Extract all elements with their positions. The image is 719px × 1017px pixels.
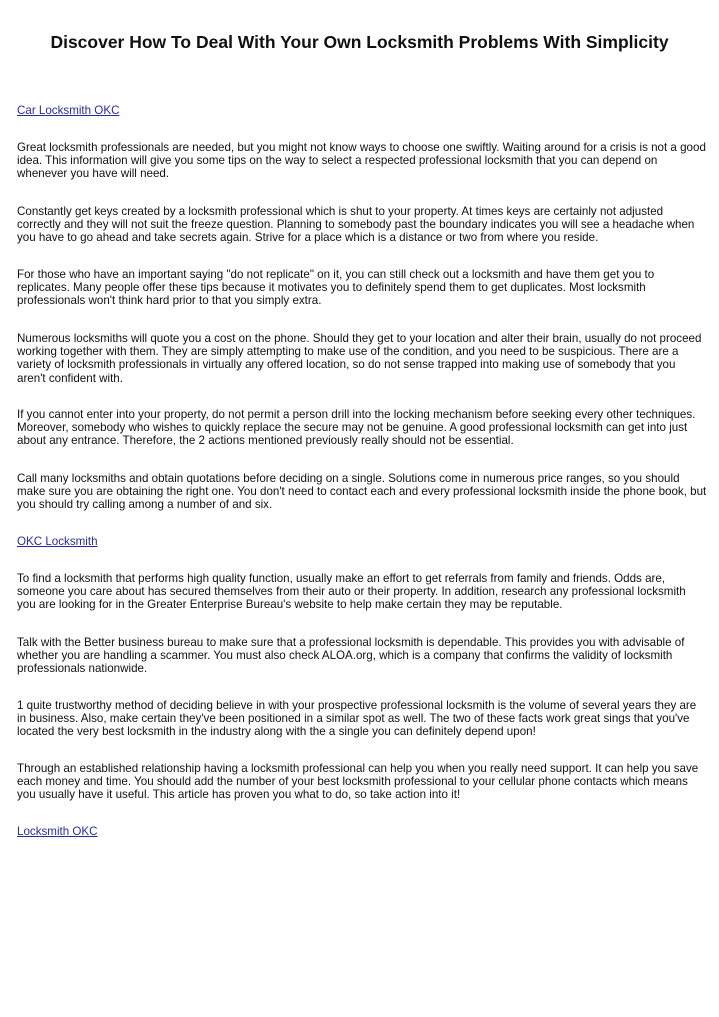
paragraph-2: Constantly get keys created by a locksmith professional which is shut to your property. At times keys are certainly not adjusted correctly and they will not suit the freeze question. Planning to somebody past the boundary indicates you will see a headache when you have to go ahead and take secrets again. Strive for a place which is a distance or two from where you reside.	[17, 205, 695, 245]
paragraph-3: For those who have an important saying "do not replicate" on it, you can still check out a locksmith and have them get you to replicates. Many people offer these tips because it motivates you to definitely spend them to get duplicates. Most locksmith professionals won't think hard prior to that you simply extra.	[17, 268, 655, 308]
paragraph-10: Through an established relationship having a locksmith professional can help you when you really need support. It can help you save each money and time. You should add the number of your best locksmith professional to your cellular phone contacts which means you usually have it useful. This article has proven you what to do, so take action into it!	[17, 762, 699, 802]
paragraph-1: Great locksmith professionals are needed, but you might not know ways to choose one swiftly. Waiting around for a crisis is not a good idea. This information will give you some tips on the way to select a respected professional locksmith that you can depend on whenever you have will need.	[17, 141, 706, 181]
page-title: Discover How To Deal With Your Own Locksmith Problems With Simplicity	[50, 32, 669, 52]
link-car-locksmith-okc[interactable]: Car Locksmith OKC	[17, 104, 120, 117]
link-okc-locksmith[interactable]: OKC Locksmith	[17, 535, 98, 548]
paragraph-9: 1 quite trustworthy method of deciding believe in with your prospective professional locksmith is the volume of several years they are in business. Also, make certain they've been positioned in a similar spot as well. The two of these facts work great sings that you've located the very best locksmith in the industry along with the a single you can definitely depend upon!	[17, 699, 697, 739]
link-locksmith-okc[interactable]: Locksmith OKC	[17, 825, 98, 838]
paragraph-6: Call many locksmiths and obtain quotations before deciding on a single. Solutions come in numerous price ranges, so you should make sure you are obtaining the right one. You don't need to contact each and every professional locksmith inside the phone book, but you should try calling among a number of and six.	[17, 472, 707, 512]
paragraph-7: To find a locksmith that performs high quality function, usually make an effort to get referrals from family and friends. Odds are, someone you care about has secured themselves from their auto or their property. In addition, research any professional locksmith you are looking for in the Greater Enterprise Bureau's website to help make certain they may be reputable.	[17, 572, 686, 612]
paragraph-5: If you cannot enter into your property, do not permit a person drill into the locking mechanism before seeking every other techniques. Moreover, somebody who wishes to quickly replace the secure may not be genuine. A good professional locksmith can get into just about any entrance. Therefore, the 2 actions mentioned previously really should not be essential.	[17, 408, 696, 448]
paragraph-8: Talk with the Better business bureau to make sure that a professional locksmith is dependable. This provides you with advisable of whether you are handling a scammer. You must also check ALOA.org, which is a company that confirms the validity of locksmith professionals nationwide.	[17, 636, 685, 676]
paragraph-4: Numerous locksmiths will quote you a cost on the phone. Should they get to your location and alter their brain, usually do not proceed working together with them. They are simply attempting to make use of the condition, and you need to be suspicious. There are a variety of locksmith professionals in virtually any offered location, so do not sense trapped into making use of somebody that you aren't confident with.	[17, 332, 702, 385]
